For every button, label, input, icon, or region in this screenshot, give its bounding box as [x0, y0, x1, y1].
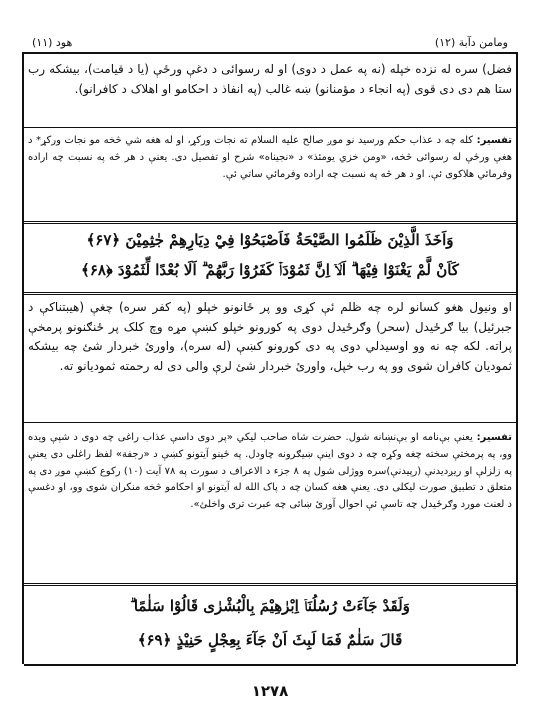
ayah-line-69a: وَلَقَدْ جَآءَتْ رُسُلُنَاۤ اِبْرٰهِيْمَ بِالْبُشْرٰى قَالُوْا سَلٰمًا ۗ [130, 597, 410, 615]
ayah-line-67: وَاَخَذَ الَّذِيْنَ ظَلَمُوا الصَّيْحَةُ فَاَصْبَحُوْا فِيْ دِيَارِهِمْ جٰثِمِيْنَ ﴿۶۷﴾ [86, 231, 454, 249]
header-divider [24, 52, 516, 54]
translation-block-1: فضل) سره له نزده خپله (نه په عمل د دوی) او له رسوائی د دغې ورځې (يا د قيامت)، بيشکه رب ستا هم دی دی قوی (په انجاء د مؤمنانو) ښه غالب (په انفاذ د احکامو او اهلاک د کافرانو). [28, 62, 512, 96]
page-header [24, 34, 516, 52]
divider-3 [24, 292, 516, 295]
translation-block-2: او ونيول هغو کسانو لره چه ظلم ئې کړی وو پر ځانونو خپلو (په کفر سره) چغې (هيبتناکې د جبرئيل) بيا ګرځيدل (سحر) وګرځيدل دوی په کورونو خپلو کښې مړه وچ کلک پر ځنګنونو پرمخې پراته. لکه چه نه وو اوسيدلي دوی په دی کورونو کښې (له سره)، واورئ خبردار شئ چه بيشکه ثمودیان کافران شوی وو په رب خپل، واورئ خبردار شئ لرې والی دی له رحمته ثموديانو ته. [28, 300, 512, 373]
divider-5 [24, 583, 516, 586]
divider-4 [24, 422, 516, 423]
tafsir-block-2 [28, 430, 512, 574]
footer-divider [24, 664, 516, 666]
juz-title: ومامن دآبة (۱۲) [434, 36, 508, 49]
tafsir-text: کله چه د عذاب حکم ورسيد نو موږ صالح عليه السلام ته نجات ورکړ، او له هغه شي څخه مو نجات ورکړ* د هغې ورځې له رسوائی څخه، «ومن خزي يومئذ» د «نجيناه» شرح او تفصيل دی. يعنې د هر څه په نسبت چه اراده وفرمائي هلاکوی ئې. او د هر څه په نسبت چه اراده وفرمائي ساتي ئې. [28, 135, 512, 180]
divider-2 [24, 221, 516, 224]
ayah-line-68: كَاَنْ لَّمْ يَغْنَوْا فِيْهَا ۗ اَلَاۤ اِنَّ ثَمُوْدَاۡ كَفَرُوْا رَبَّهُمْ ۗ اَلَا بُعْدًا لِّثَمُوْدَ ﴿۶۸﴾ [81, 261, 459, 279]
surah-title: هود (۱۱) [32, 36, 73, 49]
tafsir-text: يعنې بې‌نامه او بې‌نښانه شول. حضرت شاه صاحب ليکي «پر دوی داسې عذاب راغی چه دوی د شپې ويده وو، په پرمختې سخته چغه وکړه چه د دوی اينې ښيګرونه چاودل. په ځينو آيتونو کښې د «رجفة» لفظ راغلی دی يعنې په زلزلې او ريږديدنې (رپيدنې)سره ووژلی شول په ٨ جزء د الاعراف د سورت په ٧٨ آيت (١٠) رکوع کښې موږ دی په متعلق د تطبيق صورت ليکلی دی. يعنې هغه کسان چه د پاک الله له آيتونو او احکامو څخه منکران شوی وو، او دغسې د لعنت مورد وګرځيدل چه تاسې ئې احوال آورئ ښائی چه عبرت تری واخلئ». [28, 432, 512, 511]
tafsir-label: تفسير: [476, 135, 512, 146]
ayah-line-69b: قَالَ سَلٰمٌ فَمَا لَبِثَ اَنْ جَآءَ بِعِجْلٍ حَنِيْذٍ ﴿۶۹﴾ [137, 631, 403, 649]
frame-right-border [516, 52, 518, 664]
divider-1 [24, 127, 516, 128]
tafsir-label: تفسير: [476, 432, 512, 443]
tafsir-block-1 [28, 133, 512, 203]
frame-left-border [22, 52, 24, 664]
page-number: ۱۲۷۸ [251, 682, 289, 700]
